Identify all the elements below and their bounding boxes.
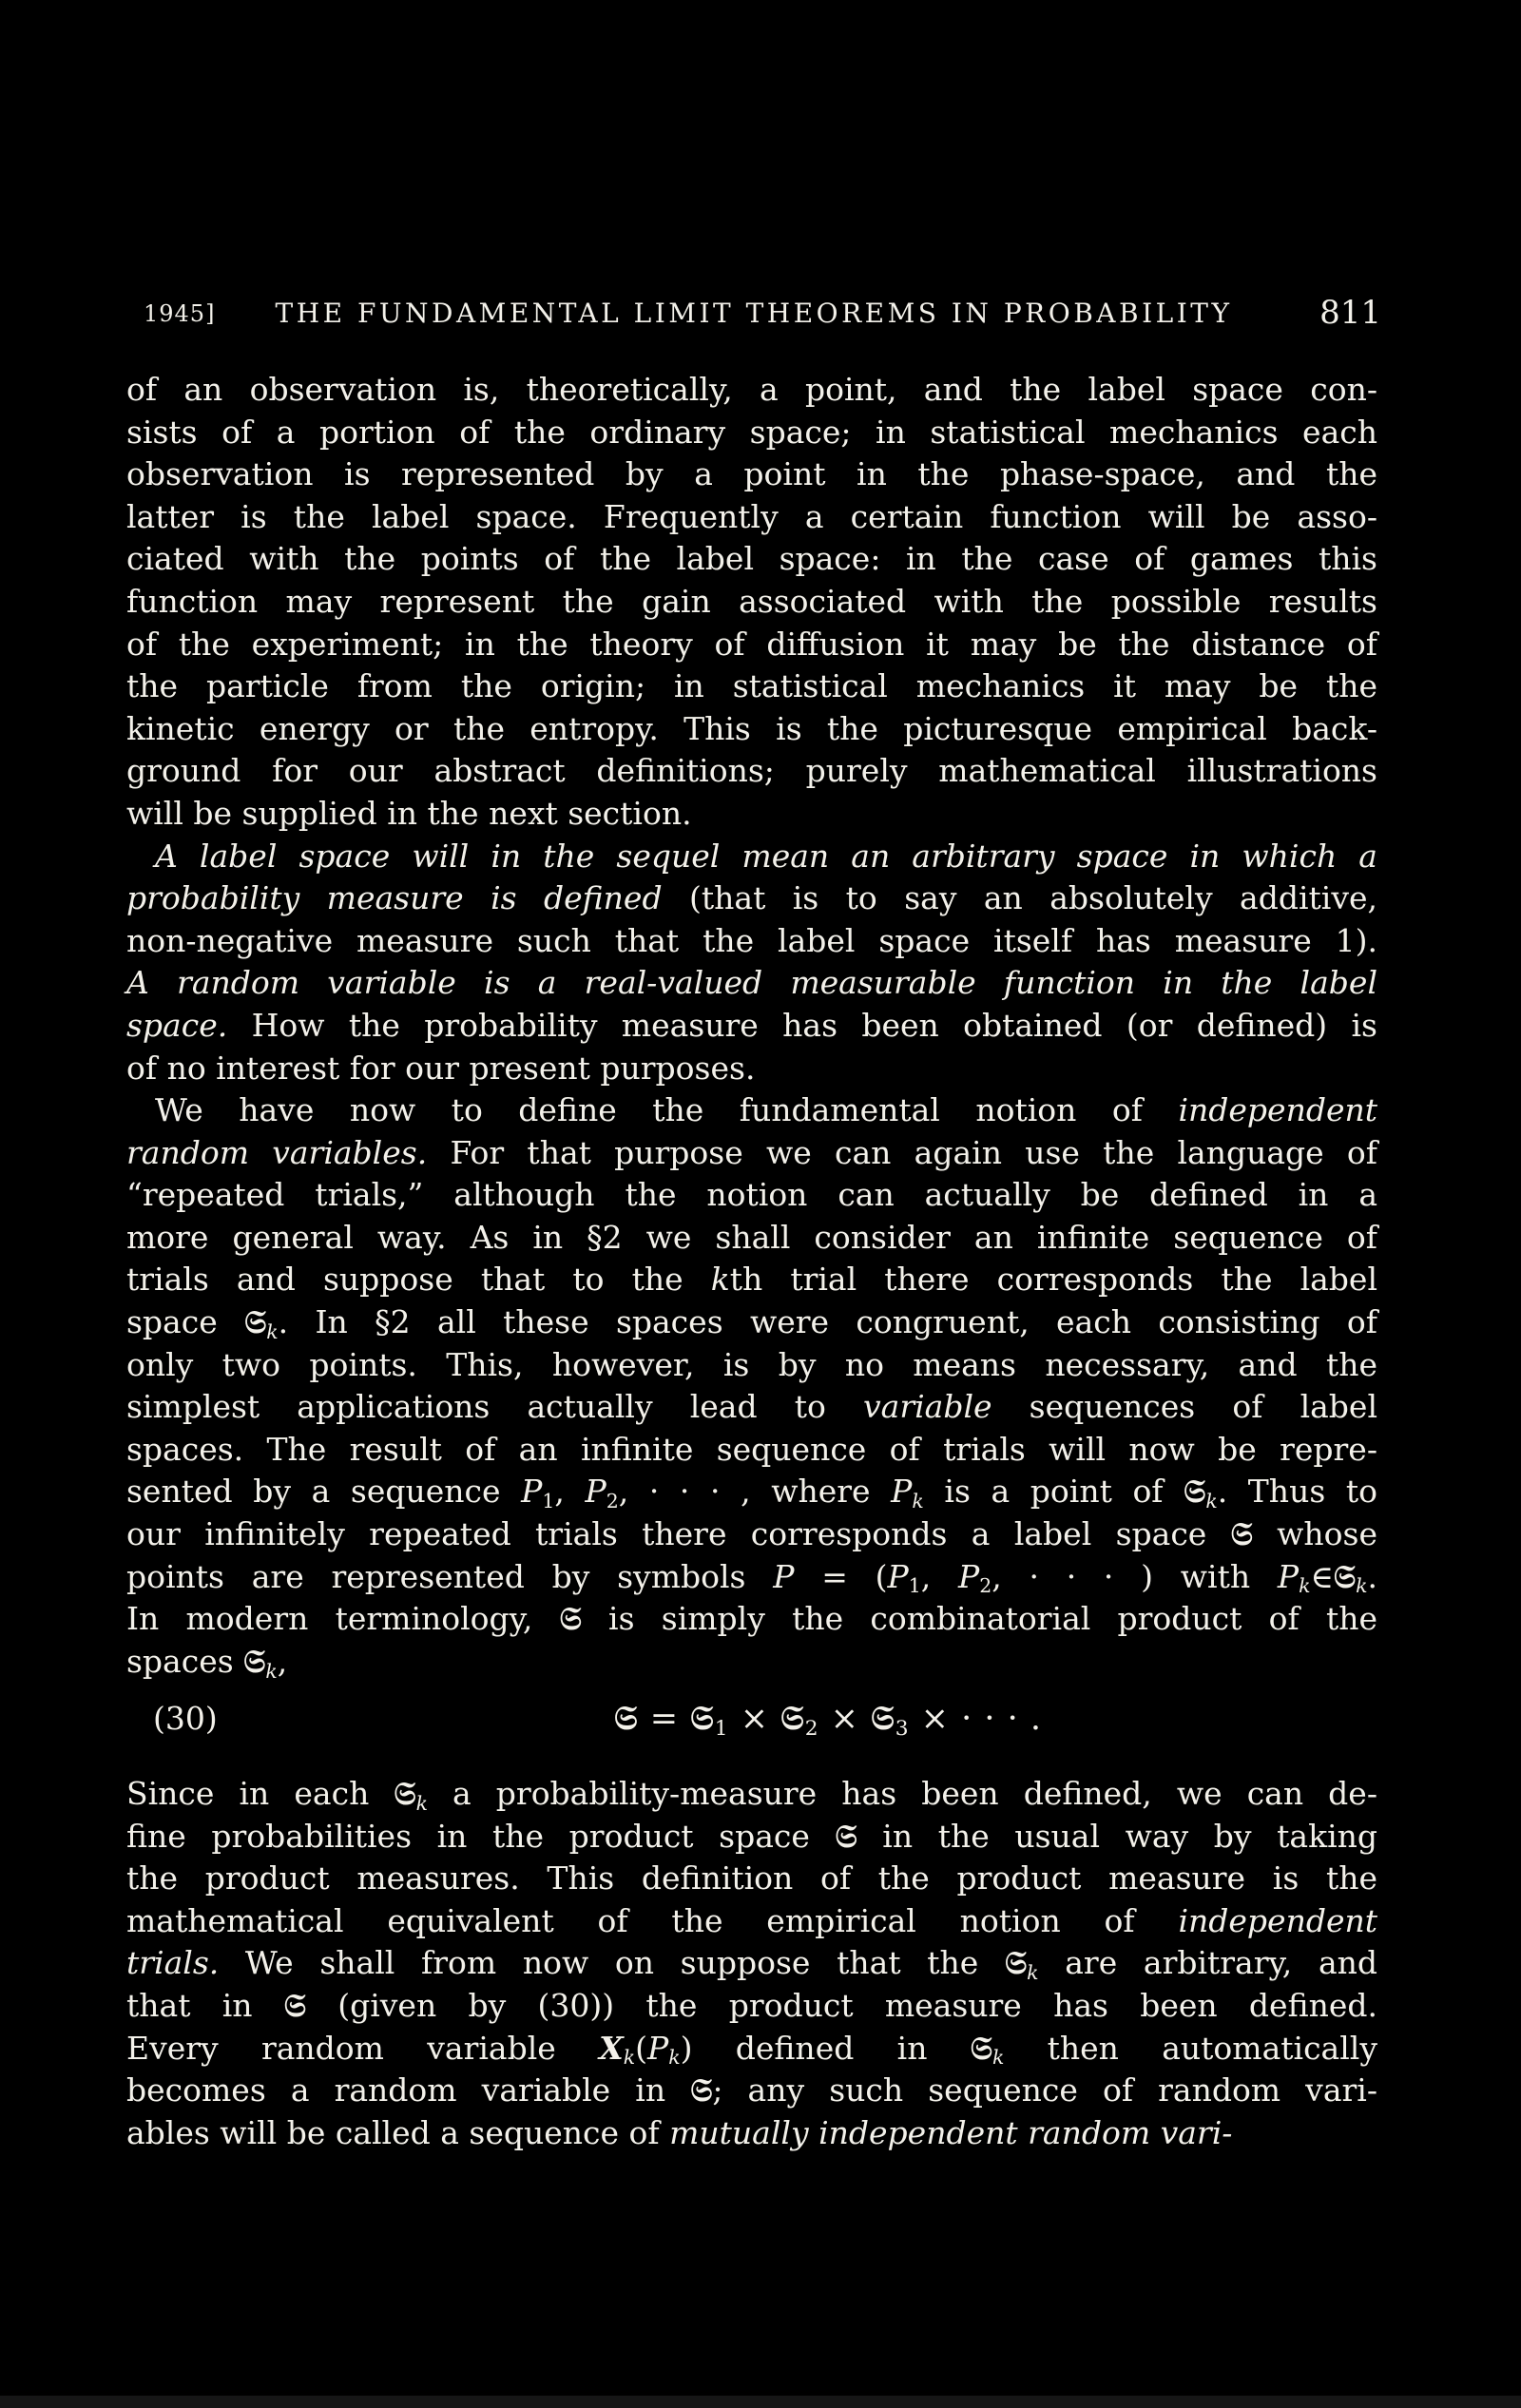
text-line: space. How the probability measure has been obtained (or defined) is xyxy=(126,1006,1377,1044)
text-line: ciated with the points of the label space: in the case of games this xyxy=(126,540,1377,578)
equation-30 xyxy=(126,1698,1377,1741)
text-line: In modern terminology, 𝔖 is simply the combinatorial product of the xyxy=(126,1600,1378,1638)
page-header xyxy=(126,285,1381,332)
text-line: random variables. For that purpose we can again use the language of xyxy=(126,1133,1377,1171)
fraktur-S-symbol: 𝔖 xyxy=(559,1600,582,1638)
fraktur-S-symbol: 𝔖 xyxy=(1005,1944,1028,1982)
text-line: A label space will in the sequel mean an arbitrary space in which a xyxy=(155,837,1377,875)
paragraph xyxy=(126,369,1377,836)
text-line: ground for our abstract definitions; purely mathematical illustrations xyxy=(126,752,1377,790)
fraktur-S-symbol: 𝔖 xyxy=(970,2029,992,2067)
fraktur-S-symbol: 𝔖 xyxy=(243,1642,266,1680)
page-number: 811 xyxy=(1319,294,1381,332)
text-line: latter is the label space. Frequently a certain function will be asso- xyxy=(126,497,1377,535)
fraktur-S-symbol: 𝔖 xyxy=(1333,1557,1357,1595)
text-line: of an observation is, theoretically, a point, and the label space con- xyxy=(126,371,1377,408)
text-line: fine probabilities in the product space 𝔖 in the usual way by taking xyxy=(126,1817,1377,1855)
text-line: of the experiment; in the theory of diffusion it may be the distance of xyxy=(126,625,1377,663)
scan-bottom-edge xyxy=(0,2396,1521,2408)
text-line: A random variable is a real-valued measurable function in the label xyxy=(126,964,1377,1002)
text-line: that in 𝔖 (given by (30)) the product measure has been defined. xyxy=(126,1986,1377,2024)
text-line: We have now to define the fundamental notion of independent xyxy=(155,1091,1377,1129)
paragraph xyxy=(126,1089,1377,1683)
fraktur-S-symbol: 𝔖 xyxy=(283,1986,306,2024)
text-line: probability measure is defined (that is to say an absolutely additive, xyxy=(126,879,1378,917)
fraktur-S-symbol: 𝔖 xyxy=(1230,1515,1253,1553)
paragraph xyxy=(126,836,1377,1090)
fraktur-S-symbol: 𝔖 xyxy=(394,1775,416,1812)
equation-body: 𝔖 = 𝔖$_1$ × 𝔖$_2$ × 𝔖$_3$ × · · · . xyxy=(614,1699,1042,1742)
text-line: sists of a portion of the ordinary space; in statistical mechanics each xyxy=(126,413,1377,451)
text-line: simplest applications actually lead to variable sequences of label xyxy=(126,1388,1377,1426)
fraktur-S-symbol: 𝔖 xyxy=(690,2071,713,2109)
running-title: THE FUNDAMENTAL LIMIT THEOREMS IN PROBABILITY xyxy=(275,298,1233,329)
text-line: Every random variable $X_k(P_k)$ defined in 𝔖$_k$ then automatically xyxy=(126,2029,1377,2070)
fraktur-S-symbol: 𝔖 xyxy=(1184,1473,1206,1511)
text-line: points are represented by symbols $P = (P_1$, $P_2$, · · · ) with $P_k\in 𝔖_k$. xyxy=(126,1557,1377,1598)
header-year: 1945] xyxy=(144,300,216,327)
text-line: trials. We shall from now on suppose that the 𝔖$_k$ are arbitrary, and xyxy=(126,1944,1377,1985)
text-line: becomes a random variable in 𝔖; any such sequence of random vari- xyxy=(126,2071,1377,2109)
fraktur-S-symbol: 𝔖 xyxy=(780,1699,805,1739)
fraktur-S-symbol: 𝔖 xyxy=(614,1699,639,1739)
text-line: only two points. This, however, is by no means necessary, and the xyxy=(126,1345,1377,1383)
text-line: ables will be called a sequence of mutually independent random vari- xyxy=(126,2113,1233,2151)
fraktur-S-symbol: 𝔖 xyxy=(871,1699,895,1739)
paragraph xyxy=(126,1773,1377,2154)
fraktur-S-symbol: 𝔖 xyxy=(690,1699,715,1739)
text-line: space 𝔖$_k$. In §2 all these spaces were congruent, each consisting of xyxy=(126,1303,1377,1343)
text-body xyxy=(126,369,1377,2154)
text-line: spaces. The result of an infinite sequence of trials will now be repre- xyxy=(126,1430,1377,1468)
text-line: sented by a sequence $P_1$, $P_2$, · · · , where $P_k$ is a point of 𝔖$_k$. Thus to xyxy=(126,1473,1377,1513)
text-line: Since in each 𝔖$_k$ a probability-measure has been defined, we can de- xyxy=(126,1775,1377,1815)
text-line: more general way. As in §2 we shall consider an infinite sequence of xyxy=(126,1218,1377,1256)
text-line: kinetic energy or the entropy. This is the picturesque empirical back- xyxy=(126,709,1377,747)
text-line: trials and suppose that to the kth trial there corresponds the label xyxy=(126,1261,1378,1299)
fraktur-S-symbol: 𝔖 xyxy=(835,1817,857,1855)
text-line: of no interest for our present purposes. xyxy=(126,1049,756,1087)
text-line: observation is represented by a point in the phase-space, and the xyxy=(126,455,1377,493)
text-line: non-negative measure such that the label space itself has measure 1). xyxy=(126,921,1377,959)
text-line: the particle from the origin; in statistical mechanics it may be the xyxy=(126,667,1377,705)
text-line: mathematical equivalent of the empirical notion of independent xyxy=(126,1901,1377,1939)
text-line: “repeated trials,” although the notion can actually be defined in a xyxy=(126,1176,1377,1214)
text-line: the product measures. This definition of the product measure is the xyxy=(126,1859,1377,1898)
text-line: will be supplied in the next section. xyxy=(126,794,692,832)
text-line: our infinitely repeated trials there corresponds a label space 𝔖 whose xyxy=(126,1515,1378,1553)
fraktur-S-symbol: 𝔖 xyxy=(244,1303,267,1341)
equation-number: (30) xyxy=(153,1700,218,1738)
text-line: spaces 𝔖$_k$, xyxy=(126,1642,288,1683)
text-line: function may represent the gain associated with the possible results xyxy=(126,582,1377,620)
